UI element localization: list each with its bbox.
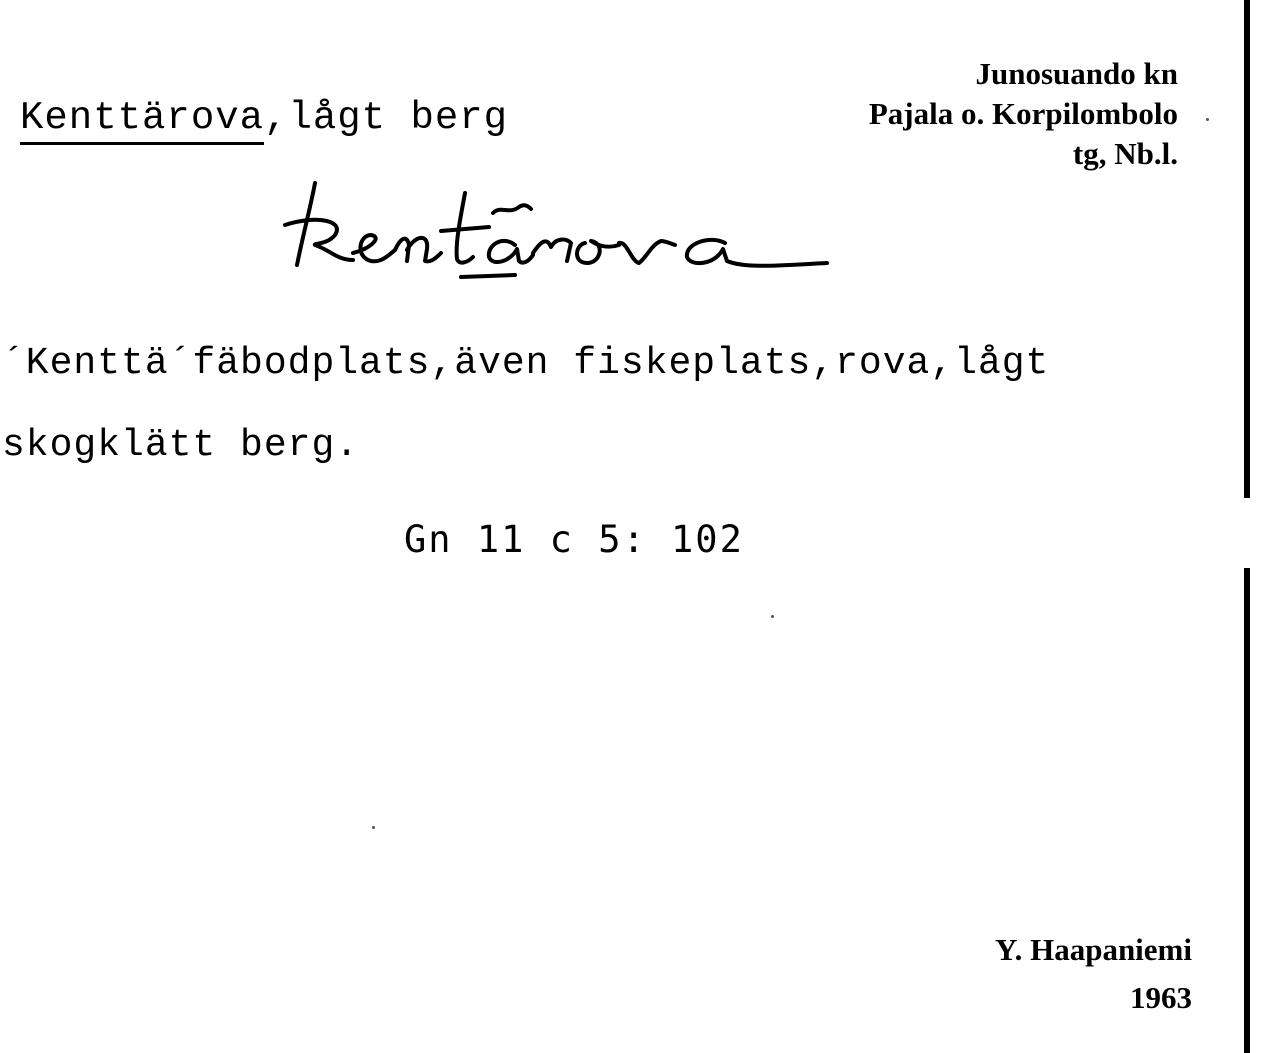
scan-speck bbox=[372, 826, 375, 829]
archive-reference: Gn 11 c 5: 102 bbox=[404, 518, 744, 561]
location-village: Pajala o. Korpilombolo bbox=[868, 96, 1178, 131]
headword-gloss: ,lågt berg bbox=[264, 96, 509, 140]
collector-name: Y. Haapaniemi bbox=[995, 932, 1192, 967]
location-county: tg, Nb.l. bbox=[1072, 136, 1178, 171]
scan-speck bbox=[1206, 118, 1209, 121]
headword-line bbox=[20, 96, 508, 140]
explanation-line-2: skogklätt berg. bbox=[2, 424, 360, 467]
collector-block bbox=[995, 926, 1192, 1022]
scan-speck bbox=[771, 615, 774, 618]
handwritten-pronunciation bbox=[275, 165, 845, 300]
headword: Kenttärova bbox=[20, 96, 264, 145]
location-parish: Junosuando kn bbox=[975, 56, 1178, 91]
location-block bbox=[869, 54, 1178, 174]
collection-year: 1963 bbox=[1130, 980, 1192, 1015]
explanation-line-1: ´Kenttä´fäbodplats,även fiskeplats,rova,lågt bbox=[2, 342, 1050, 385]
card-edge-gap bbox=[1244, 498, 1250, 568]
